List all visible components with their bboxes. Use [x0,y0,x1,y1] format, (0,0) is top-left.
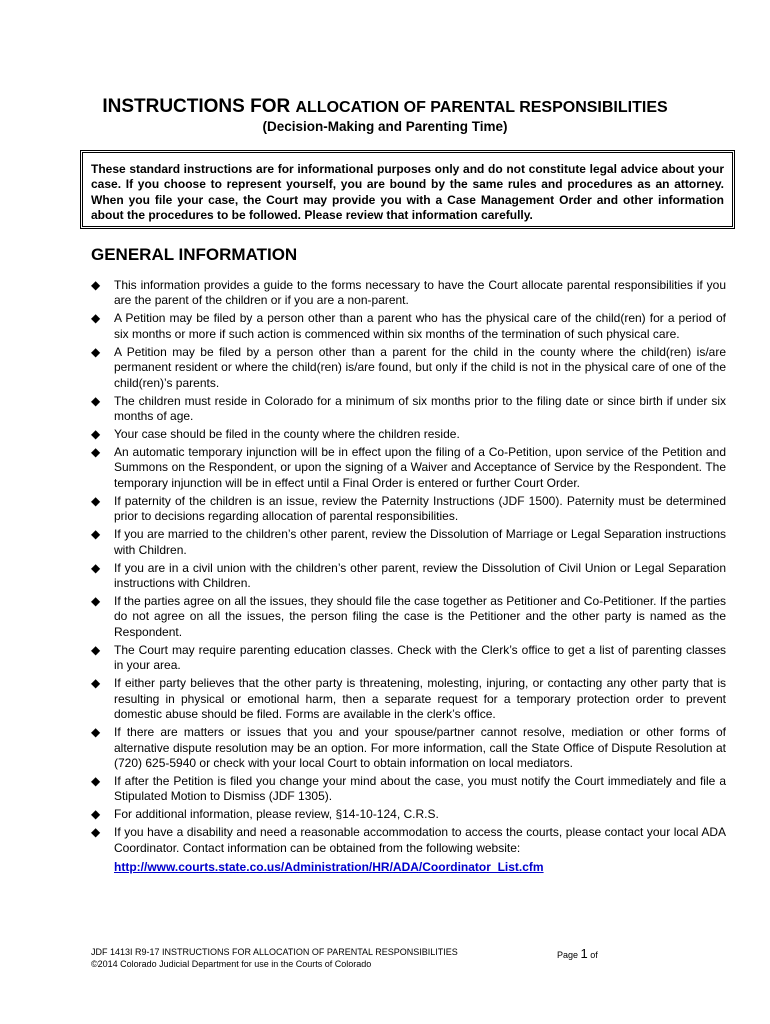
diamond-bullet-icon: ◆ [91,344,101,359]
list-item-text: If paternity of the children is an issue, review the Paternity Instructions (JDF 1500). Paternity must be determined prior to decisions regarding allocation of parental responsibilities. [114,493,726,524]
title-part-2: ALLOCATION OF PARENTAL RESPONSIBILITIES [295,99,668,116]
list-item-text: A Petition may be filed by a person other than a parent who has the physical care of the child(ren) for a period of six months or more if such action is commenced within six months of the termination of such physical care. [114,311,726,341]
footer-form-info [91,946,458,970]
list-item [91,594,726,640]
list-item-text: If you have a disability and need a reasonable accommodation to access the courts, please contact your local ADA Coordinator. Contact information can be obtained from the following website: [114,825,726,855]
list-item-text: A Petition may be filed by a person other than a parent for the child in the county where the child(ren) is/are permanent resident or where the child(ren) is/are found, but only if the child is not in the physical care of one of the child(ren)’s parents. [114,344,726,390]
list-item [91,725,726,771]
list-item [91,394,726,425]
diamond-bullet-icon: ◆ [91,725,101,740]
diamond-bullet-icon: ◆ [91,527,101,542]
section-heading: GENERAL INFORMATION [91,245,298,264]
list-item [91,345,726,391]
disclaimer-text: These standard instructions are for informational purposes only and do not constitute legal advice about your case. If you choose to represent yourself, you are bound by the same rules and procedures as an attorney. When you file your case, the Court may provide you with a Case Management Order and other information about the procedures to be followed. Please review that information carefully. [91,162,724,223]
list-item-text: If after the Petition is filed you change your mind about the case, you must notify the Court immediately and file a Stipulated Motion to Dismiss (JDF 1305). [114,773,726,804]
footer-form-line: JDF 1413I R9-17 INSTRUCTIONS FOR ALLOCATION OF PARENTAL RESPONSIBILITIES [91,947,458,957]
list-item-text: If there are matters or issues that you and your spouse/partner cannot resolve, mediation or other forms of alternative dispute resolution may be an option. For more information, call the State Office of Dispute Resolution at (720) 625-5940 or check with your local Court to obtain information on local mediators. [114,725,726,770]
diamond-bullet-icon: ◆ [91,825,101,840]
diamond-bullet-icon: ◆ [91,311,101,326]
list-item [91,494,726,525]
list-item-text: If you are in a civil union with the children’s other parent, review the Dissolution of Civil Union or Legal Separation instructions with Children. [114,560,726,591]
diamond-bullet-icon: ◆ [91,493,101,508]
diamond-bullet-icon: ◆ [91,278,101,292]
list-item [91,807,726,822]
diamond-bullet-icon: ◆ [91,773,101,788]
list-item-text: This information provides a guide to the forms necessary to have the Court allocate parental responsibilities if you are the parent of the children or if you are a non-parent. [114,278,726,308]
list-item [91,643,726,674]
disclaimer-box [82,152,733,227]
diamond-bullet-icon: ◆ [91,594,101,609]
diamond-bullet-icon: ◆ [91,560,101,575]
diamond-bullet-icon: ◆ [91,642,101,657]
diamond-bullet-icon: ◆ [91,676,101,691]
title-part-1: INSTRUCTIONS FOR [102,96,296,117]
list-item [91,311,726,342]
page-title [0,95,770,119]
list-item [91,427,726,442]
diamond-bullet-icon: ◆ [91,445,101,460]
page-of: of [587,950,598,960]
list-item [91,825,726,875]
list-item-text: The Court may require parenting education classes. Check with the Clerk’s office to get a list of parenting classes in your area. [114,642,726,673]
list-item-text: An automatic temporary injunction will be in effect upon the filing of a Co-Petition, upon service of the Petition and Summons on the Respondent, or upon the signing of a Waiver and Acceptance of Service by the Respondent. The temporary injunction will be in effect until a Final Order is entered or further Court Order. [114,445,726,490]
page-subtitle: (Decision-Making and Parenting Time) [262,119,508,134]
list-item [91,561,726,592]
general-info-list [91,278,726,878]
page-indicator [557,946,598,961]
page-label: Page [557,950,581,960]
list-item [91,278,726,309]
page-number: 1 [580,946,588,961]
diamond-bullet-icon: ◆ [91,807,101,822]
list-item-text: If you are married to the children’s other parent, review the Dissolution of Marriage or Legal Separation instructions with Children. [114,527,726,557]
diamond-bullet-icon: ◆ [91,427,101,442]
list-item [91,774,726,805]
list-item-text: For additional information, please review, §14-10-124, C.R.S. [114,807,439,822]
list-item [91,445,726,491]
list-item [91,527,726,558]
ada-coordinator-link[interactable]: http://www.courts.state.co.us/Administration/HR/ADA/Coordinator_List.cfm [114,860,544,875]
list-item-text: If either party believes that the other party is threatening, molesting, injuring, or contacting any other party that is resulting in physical or emotional harm, then a separate request for a temporary protection order to prevent domestic abuse should be filed. Forms are available in the clerk’s office. [114,676,726,722]
list-item-text: Your case should be filed in the county where the children reside. [114,427,460,442]
list-item [91,676,726,722]
list-item-text: The children must reside in Colorado for a minimum of six months prior to the filing date or since birth if under six months of age. [114,393,726,424]
diamond-bullet-icon: ◆ [91,393,101,408]
footer-copyright: ©2014 Colorado Judicial Department for use in the Courts of Colorado [91,959,372,969]
list-item-text: If the parties agree on all the issues, they should file the case together as Petitioner and Co-Petitioner. If the parties do not agree on all the issues, the person filing the case is the Petitioner and the other party is named as the Respondent. [114,594,726,639]
